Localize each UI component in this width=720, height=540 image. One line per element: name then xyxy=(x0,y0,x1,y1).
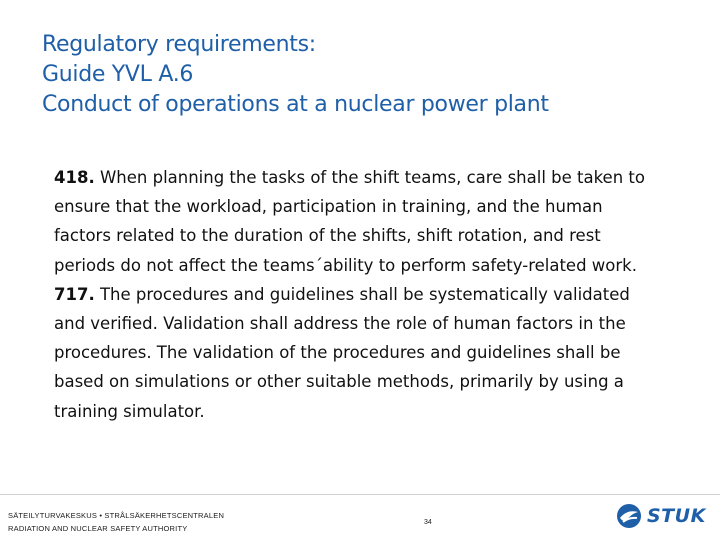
paragraph-number: 717. xyxy=(54,284,95,304)
footer-org-line-2: RADIATION AND NUCLEAR SAFETY AUTHORITY xyxy=(8,524,188,533)
title-line-1: Regulatory requirements: xyxy=(42,32,316,57)
page-number: 34 xyxy=(424,519,432,526)
slide-title xyxy=(42,30,702,120)
footer-organization xyxy=(8,509,224,535)
paragraph-717 xyxy=(54,280,664,426)
title-line-3: Conduct of operations at a nuclear power plant xyxy=(42,92,549,117)
paragraph-418 xyxy=(54,163,664,280)
paragraph-number: 418. xyxy=(54,168,95,187)
stuk-emblem-icon xyxy=(614,501,644,531)
footer-divider xyxy=(0,494,720,495)
paragraph-text: When planning the tasks of the shift teams, care shall be taken to ensure that the workload, participation in training, and the human factors related to the duration of the shifts, shift rotation, and rest periods do not affect the teams´ability to perform safety-related work. xyxy=(54,168,645,275)
stuk-logo-text: STUK xyxy=(647,505,706,527)
slide-body xyxy=(54,163,664,426)
title-line-2: Guide YVL A.6 xyxy=(42,62,194,87)
stuk-logo xyxy=(614,498,714,534)
paragraph-text: The procedures and guidelines shall be systematically validated and verified. Validation shall address the role of human factors in the procedures. The validation of the procedures and guidelines shall be based on simulations or other suitable methods, primarily by using a training simulator. xyxy=(54,284,630,421)
footer-org-line-1: SÄTEILYTURVAKESKUS • STRÅLSÄKERHETSCENTRALEN xyxy=(8,511,225,520)
